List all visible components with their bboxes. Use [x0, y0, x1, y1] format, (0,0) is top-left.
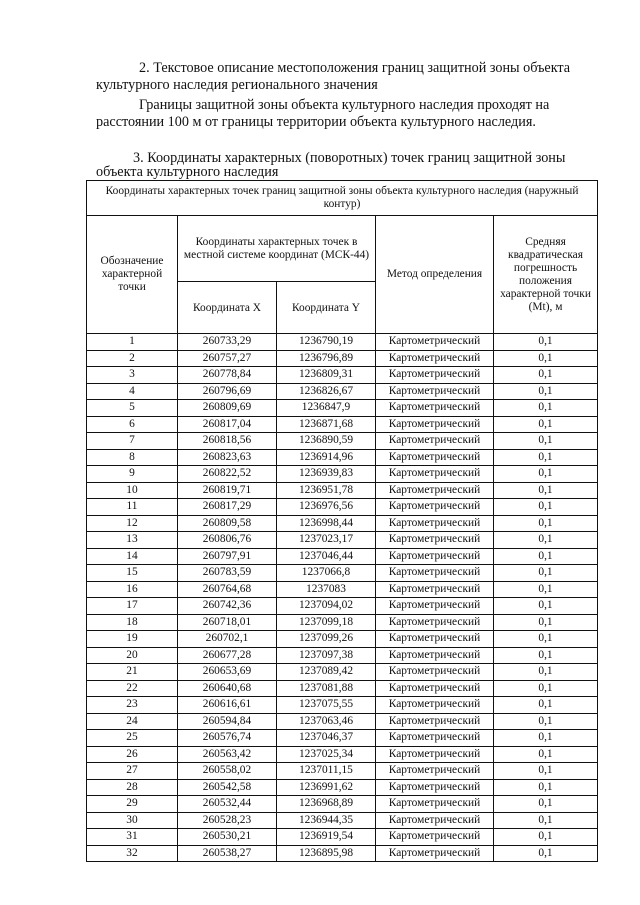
cell-x: 260538,27 [178, 845, 277, 862]
cell-y: 1237023,17 [277, 532, 376, 549]
cell-mt: 0,1 [494, 416, 598, 433]
cell-y: 1237083 [277, 581, 376, 598]
cell-mt: 0,1 [494, 400, 598, 417]
cell-method: Картометрический [376, 383, 494, 400]
column-header-method: Метод определения [376, 216, 494, 334]
cell-x: 260542,58 [178, 779, 277, 796]
cell-method: Картометрический [376, 614, 494, 631]
cell-n: 8 [87, 449, 178, 466]
cell-x: 260822,52 [178, 466, 277, 483]
cell-method: Картометрический [376, 697, 494, 714]
cell-mt: 0,1 [494, 730, 598, 747]
cell-y: 1236951,78 [277, 482, 376, 499]
section-2-paragraph-line-1: Границы защитной зоны объекта культурного наследия проходят на [139, 97, 550, 113]
table-row [87, 647, 598, 664]
cell-method: Картометрический [376, 631, 494, 648]
cell-mt: 0,1 [494, 845, 598, 862]
table-row [87, 433, 598, 450]
cell-x: 260558,02 [178, 763, 277, 780]
cell-x: 260783,59 [178, 565, 277, 582]
table-row [87, 746, 598, 763]
cell-mt: 0,1 [494, 664, 598, 681]
table-row [87, 383, 598, 400]
table-row [87, 367, 598, 384]
cell-y: 1236991,62 [277, 779, 376, 796]
cell-y: 1237075,55 [277, 697, 376, 714]
cell-y: 1236871,68 [277, 416, 376, 433]
cell-y: 1236826,67 [277, 383, 376, 400]
cell-mt: 0,1 [494, 763, 598, 780]
cell-n: 15 [87, 565, 178, 582]
cell-x: 260817,29 [178, 499, 277, 516]
cell-x: 260809,58 [178, 515, 277, 532]
cell-mt: 0,1 [494, 565, 598, 582]
cell-y: 1237046,37 [277, 730, 376, 747]
section-3-heading-line-1: 3. Координаты характерных (поворотных) точек границ защитной зоны [133, 150, 566, 166]
cell-x: 260764,68 [178, 581, 277, 598]
cell-y: 1237099,26 [277, 631, 376, 648]
cell-x: 260616,61 [178, 697, 277, 714]
cell-n: 1 [87, 334, 178, 351]
cell-method: Картометрический [376, 581, 494, 598]
table-row [87, 845, 598, 862]
cell-y: 1236976,56 [277, 499, 376, 516]
cell-y: 1237094,02 [277, 598, 376, 615]
table-row [87, 598, 598, 615]
table-row [87, 466, 598, 483]
cell-y: 1236944,35 [277, 812, 376, 829]
cell-method: Картометрический [376, 565, 494, 582]
cell-mt: 0,1 [494, 812, 598, 829]
cell-x: 260576,74 [178, 730, 277, 747]
cell-n: 6 [87, 416, 178, 433]
cell-y: 1236895,98 [277, 845, 376, 862]
table-row [87, 730, 598, 747]
cell-mt: 0,1 [494, 350, 598, 367]
table-row [87, 565, 598, 582]
cell-n: 3 [87, 367, 178, 384]
cell-mt: 0,1 [494, 829, 598, 846]
cell-n: 4 [87, 383, 178, 400]
cell-method: Картометрический [376, 433, 494, 450]
cell-x: 260594,84 [178, 713, 277, 730]
cell-n: 9 [87, 466, 178, 483]
cell-x: 260718,01 [178, 614, 277, 631]
cell-method: Картометрический [376, 367, 494, 384]
cell-method: Картометрический [376, 763, 494, 780]
cell-x: 260677,28 [178, 647, 277, 664]
cell-method: Картометрический [376, 680, 494, 697]
cell-y: 1237063,46 [277, 713, 376, 730]
cell-mt: 0,1 [494, 631, 598, 648]
cell-mt: 0,1 [494, 449, 598, 466]
cell-method: Картометрический [376, 746, 494, 763]
cell-n: 20 [87, 647, 178, 664]
cell-n: 27 [87, 763, 178, 780]
column-header-error: Средняя квадратическая погрешность положения характерной точки (Mt), м [494, 216, 598, 334]
cell-y: 1236790,19 [277, 334, 376, 351]
cell-n: 30 [87, 812, 178, 829]
cell-n: 28 [87, 779, 178, 796]
cell-n: 31 [87, 829, 178, 846]
cell-method: Картометрический [376, 449, 494, 466]
cell-method: Картометрический [376, 350, 494, 367]
cell-y: 1236939,83 [277, 466, 376, 483]
cell-mt: 0,1 [494, 796, 598, 813]
table-row [87, 499, 598, 516]
table-row [87, 482, 598, 499]
cell-y: 1236998,44 [277, 515, 376, 532]
table-row [87, 779, 598, 796]
cell-x: 260819,71 [178, 482, 277, 499]
coordinates-table [86, 180, 598, 862]
column-header-x: Координата X [178, 282, 277, 334]
cell-mt: 0,1 [494, 614, 598, 631]
table-row [87, 680, 598, 697]
cell-method: Картометрический [376, 532, 494, 549]
cell-method: Картометрический [376, 779, 494, 796]
cell-method: Картометрический [376, 548, 494, 565]
column-header-coordinates-group: Координаты характерных точек в местной системе координат (МСК-44) [178, 216, 376, 282]
cell-y: 1237066,8 [277, 565, 376, 582]
cell-n: 32 [87, 845, 178, 862]
cell-method: Картометрический [376, 713, 494, 730]
cell-n: 19 [87, 631, 178, 648]
cell-n: 16 [87, 581, 178, 598]
table-row [87, 713, 598, 730]
table-row [87, 796, 598, 813]
cell-method: Картометрический [376, 400, 494, 417]
cell-n: 29 [87, 796, 178, 813]
cell-method: Картометрический [376, 664, 494, 681]
cell-x: 260563,42 [178, 746, 277, 763]
cell-mt: 0,1 [494, 598, 598, 615]
cell-y: 1236919,54 [277, 829, 376, 846]
cell-x: 260640,68 [178, 680, 277, 697]
cell-mt: 0,1 [494, 482, 598, 499]
cell-method: Картометрический [376, 499, 494, 516]
cell-n: 17 [87, 598, 178, 615]
cell-y: 1237097,38 [277, 647, 376, 664]
table-body [87, 334, 598, 862]
cell-mt: 0,1 [494, 532, 598, 549]
cell-method: Картометрический [376, 796, 494, 813]
cell-n: 26 [87, 746, 178, 763]
table-row [87, 532, 598, 549]
cell-y: 1237025,34 [277, 746, 376, 763]
cell-mt: 0,1 [494, 548, 598, 565]
cell-x: 260530,21 [178, 829, 277, 846]
cell-x: 260528,23 [178, 812, 277, 829]
cell-n: 10 [87, 482, 178, 499]
table-row [87, 449, 598, 466]
table-row [87, 812, 598, 829]
cell-n: 13 [87, 532, 178, 549]
cell-y: 1236809,31 [277, 367, 376, 384]
table-row [87, 697, 598, 714]
column-header-y: Координата Y [277, 282, 376, 334]
cell-x: 260818,56 [178, 433, 277, 450]
table-row [87, 631, 598, 648]
cell-n: 23 [87, 697, 178, 714]
cell-n: 22 [87, 680, 178, 697]
cell-y: 1237099,18 [277, 614, 376, 631]
cell-x: 260796,69 [178, 383, 277, 400]
table-row [87, 515, 598, 532]
cell-mt: 0,1 [494, 383, 598, 400]
cell-method: Картометрический [376, 730, 494, 747]
cell-n: 18 [87, 614, 178, 631]
cell-method: Картометрический [376, 482, 494, 499]
cell-y: 1236890,59 [277, 433, 376, 450]
cell-method: Картометрический [376, 334, 494, 351]
cell-mt: 0,1 [494, 367, 598, 384]
section-2-heading-line-1: 2. Текстовое описание местоположения границ защитной зоны объекта [139, 60, 571, 76]
cell-n: 21 [87, 664, 178, 681]
cell-x: 260809,69 [178, 400, 277, 417]
cell-x: 260532,44 [178, 796, 277, 813]
cell-y: 1236914,96 [277, 449, 376, 466]
cell-x: 260817,04 [178, 416, 277, 433]
cell-x: 260653,69 [178, 664, 277, 681]
cell-method: Картометрический [376, 845, 494, 862]
cell-mt: 0,1 [494, 515, 598, 532]
cell-n: 12 [87, 515, 178, 532]
cell-method: Картометрический [376, 647, 494, 664]
cell-n: 24 [87, 713, 178, 730]
cell-mt: 0,1 [494, 697, 598, 714]
table-row [87, 829, 598, 846]
table-row [87, 664, 598, 681]
cell-mt: 0,1 [494, 581, 598, 598]
cell-method: Картометрический [376, 829, 494, 846]
cell-n: 7 [87, 433, 178, 450]
table-row [87, 400, 598, 417]
cell-n: 25 [87, 730, 178, 747]
cell-n: 2 [87, 350, 178, 367]
column-header-point: Обозначение характерной точки [87, 216, 178, 334]
cell-x: 260823,63 [178, 449, 277, 466]
cell-x: 260733,29 [178, 334, 277, 351]
cell-y: 1236968,89 [277, 796, 376, 813]
table-row [87, 548, 598, 565]
cell-y: 1236847,9 [277, 400, 376, 417]
cell-n: 14 [87, 548, 178, 565]
section-3-heading-line-2: объекта культурного наследия [96, 164, 279, 180]
cell-x: 260757,27 [178, 350, 277, 367]
section-2-heading-line-2: культурного наследия регионального значения [96, 77, 378, 93]
cell-method: Картометрический [376, 466, 494, 483]
table-row [87, 350, 598, 367]
cell-method: Картометрический [376, 416, 494, 433]
cell-x: 260806,76 [178, 532, 277, 549]
cell-y: 1237089,42 [277, 664, 376, 681]
cell-y: 1236796,89 [277, 350, 376, 367]
cell-y: 1237011,15 [277, 763, 376, 780]
cell-x: 260702,1 [178, 631, 277, 648]
cell-method: Картометрический [376, 812, 494, 829]
cell-n: 11 [87, 499, 178, 516]
cell-mt: 0,1 [494, 746, 598, 763]
cell-mt: 0,1 [494, 713, 598, 730]
cell-mt: 0,1 [494, 334, 598, 351]
cell-mt: 0,1 [494, 466, 598, 483]
cell-method: Картометрический [376, 515, 494, 532]
cell-mt: 0,1 [494, 433, 598, 450]
cell-mt: 0,1 [494, 647, 598, 664]
table-row [87, 614, 598, 631]
cell-n: 5 [87, 400, 178, 417]
section-2-paragraph-line-2: расстоянии 100 м от границы территории объекта культурного наследия. [96, 114, 536, 130]
cell-x: 260797,91 [178, 548, 277, 565]
table-row [87, 763, 598, 780]
cell-x: 260742,36 [178, 598, 277, 615]
cell-y: 1237081,88 [277, 680, 376, 697]
cell-mt: 0,1 [494, 779, 598, 796]
cell-mt: 0,1 [494, 680, 598, 697]
table-row [87, 581, 598, 598]
table-row [87, 416, 598, 433]
cell-method: Картометрический [376, 598, 494, 615]
cell-mt: 0,1 [494, 499, 598, 516]
table-title: Координаты характерных точек границ защитной зоны объекта культурного наследия (наружный контур) [87, 181, 598, 216]
table-row [87, 334, 598, 351]
cell-y: 1237046,44 [277, 548, 376, 565]
cell-x: 260778,84 [178, 367, 277, 384]
